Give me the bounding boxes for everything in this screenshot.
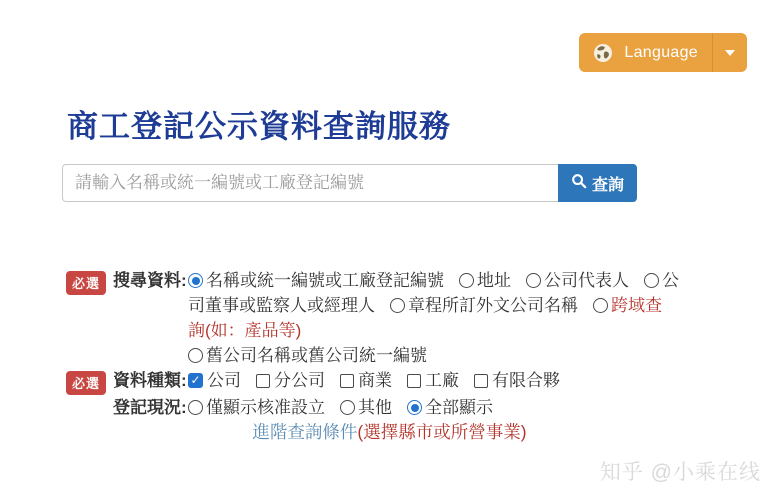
radio-icon[interactable]: [340, 400, 355, 415]
checkbox-checked-icon[interactable]: [188, 373, 203, 388]
field-label: 資料種類:: [113, 371, 187, 390]
radio-selected-icon[interactable]: [407, 400, 422, 415]
form-row: [66, 268, 726, 368]
option-group: [188, 395, 493, 420]
option-label[interactable]: 公: [662, 271, 679, 290]
option-label[interactable]: 跨域查: [611, 296, 662, 315]
search-button-label: 查詢: [591, 176, 624, 194]
advanced-search-link[interactable]: 進階查詢條件: [252, 422, 358, 442]
advanced-search-row: [62, 419, 717, 444]
radio-icon[interactable]: [390, 298, 405, 313]
option-label[interactable]: 有限合夥: [492, 371, 560, 390]
option-label[interactable]: 工廠: [425, 371, 459, 390]
caret-down-icon: [725, 50, 735, 56]
required-badge: 必選: [66, 371, 106, 395]
checkbox-icon[interactable]: [340, 374, 354, 388]
query-form: [66, 268, 726, 420]
language-dropdown-toggle[interactable]: [712, 33, 747, 72]
option-line: [188, 293, 679, 318]
option-group: [188, 368, 560, 393]
badge-cell: [66, 395, 113, 398]
radio-icon[interactable]: [644, 273, 659, 288]
option-label[interactable]: 商業: [358, 371, 392, 390]
option-label[interactable]: 章程所訂外文公司名稱: [408, 296, 578, 315]
form-row: [66, 368, 726, 395]
page-title: 商工登記公示資料查詢服務: [67, 109, 451, 144]
radio-icon[interactable]: [526, 273, 541, 288]
field-label: 搜尋資料:: [113, 271, 187, 290]
option-label[interactable]: 詢(如：產品等): [188, 321, 302, 340]
globe-icon: [593, 43, 613, 63]
badge-cell: [66, 268, 113, 295]
radio-icon[interactable]: [459, 273, 474, 288]
radio-icon[interactable]: [188, 348, 203, 363]
option-line: [188, 268, 679, 293]
option-line: [188, 343, 679, 368]
radio-icon[interactable]: [188, 400, 203, 415]
option-line: [188, 395, 493, 420]
option-label[interactable]: 名稱或統一編號或工廠登記編號: [206, 271, 444, 290]
form-row: [66, 395, 726, 420]
option-line: [188, 368, 560, 393]
search-bar: [62, 164, 637, 202]
option-group: [188, 268, 679, 368]
option-label[interactable]: 公司代表人: [544, 271, 629, 290]
option-label[interactable]: 公司: [207, 371, 241, 390]
advanced-search-link-detail[interactable]: (選擇縣市或所營事業): [357, 422, 527, 442]
checkbox-icon[interactable]: [474, 374, 488, 388]
checkbox-icon[interactable]: [407, 374, 421, 388]
option-label[interactable]: 地址: [477, 271, 511, 290]
badge-cell: [66, 368, 113, 395]
radio-icon[interactable]: [593, 298, 608, 313]
field-label: 登記現況:: [113, 398, 187, 417]
radio-selected-icon[interactable]: [188, 273, 203, 288]
option-label[interactable]: 司董事或監察人或經理人: [188, 296, 375, 315]
language-button[interactable]: [579, 33, 747, 72]
language-button-label: Language: [624, 43, 698, 61]
option-label[interactable]: 分公司: [274, 371, 325, 390]
search-icon: [571, 173, 587, 194]
search-input[interactable]: [62, 164, 558, 202]
option-line: [188, 318, 679, 343]
checkbox-icon[interactable]: [256, 374, 270, 388]
option-label[interactable]: 全部顯示: [425, 398, 493, 417]
option-label[interactable]: 僅顯示核准設立: [206, 398, 325, 417]
watermark: 知乎 @小乘在线: [599, 461, 761, 484]
option-label[interactable]: 其他: [358, 398, 392, 417]
search-button[interactable]: [558, 164, 637, 202]
required-badge: 必選: [66, 271, 106, 295]
option-label[interactable]: 舊公司名稱或舊公司統一編號: [206, 346, 427, 365]
